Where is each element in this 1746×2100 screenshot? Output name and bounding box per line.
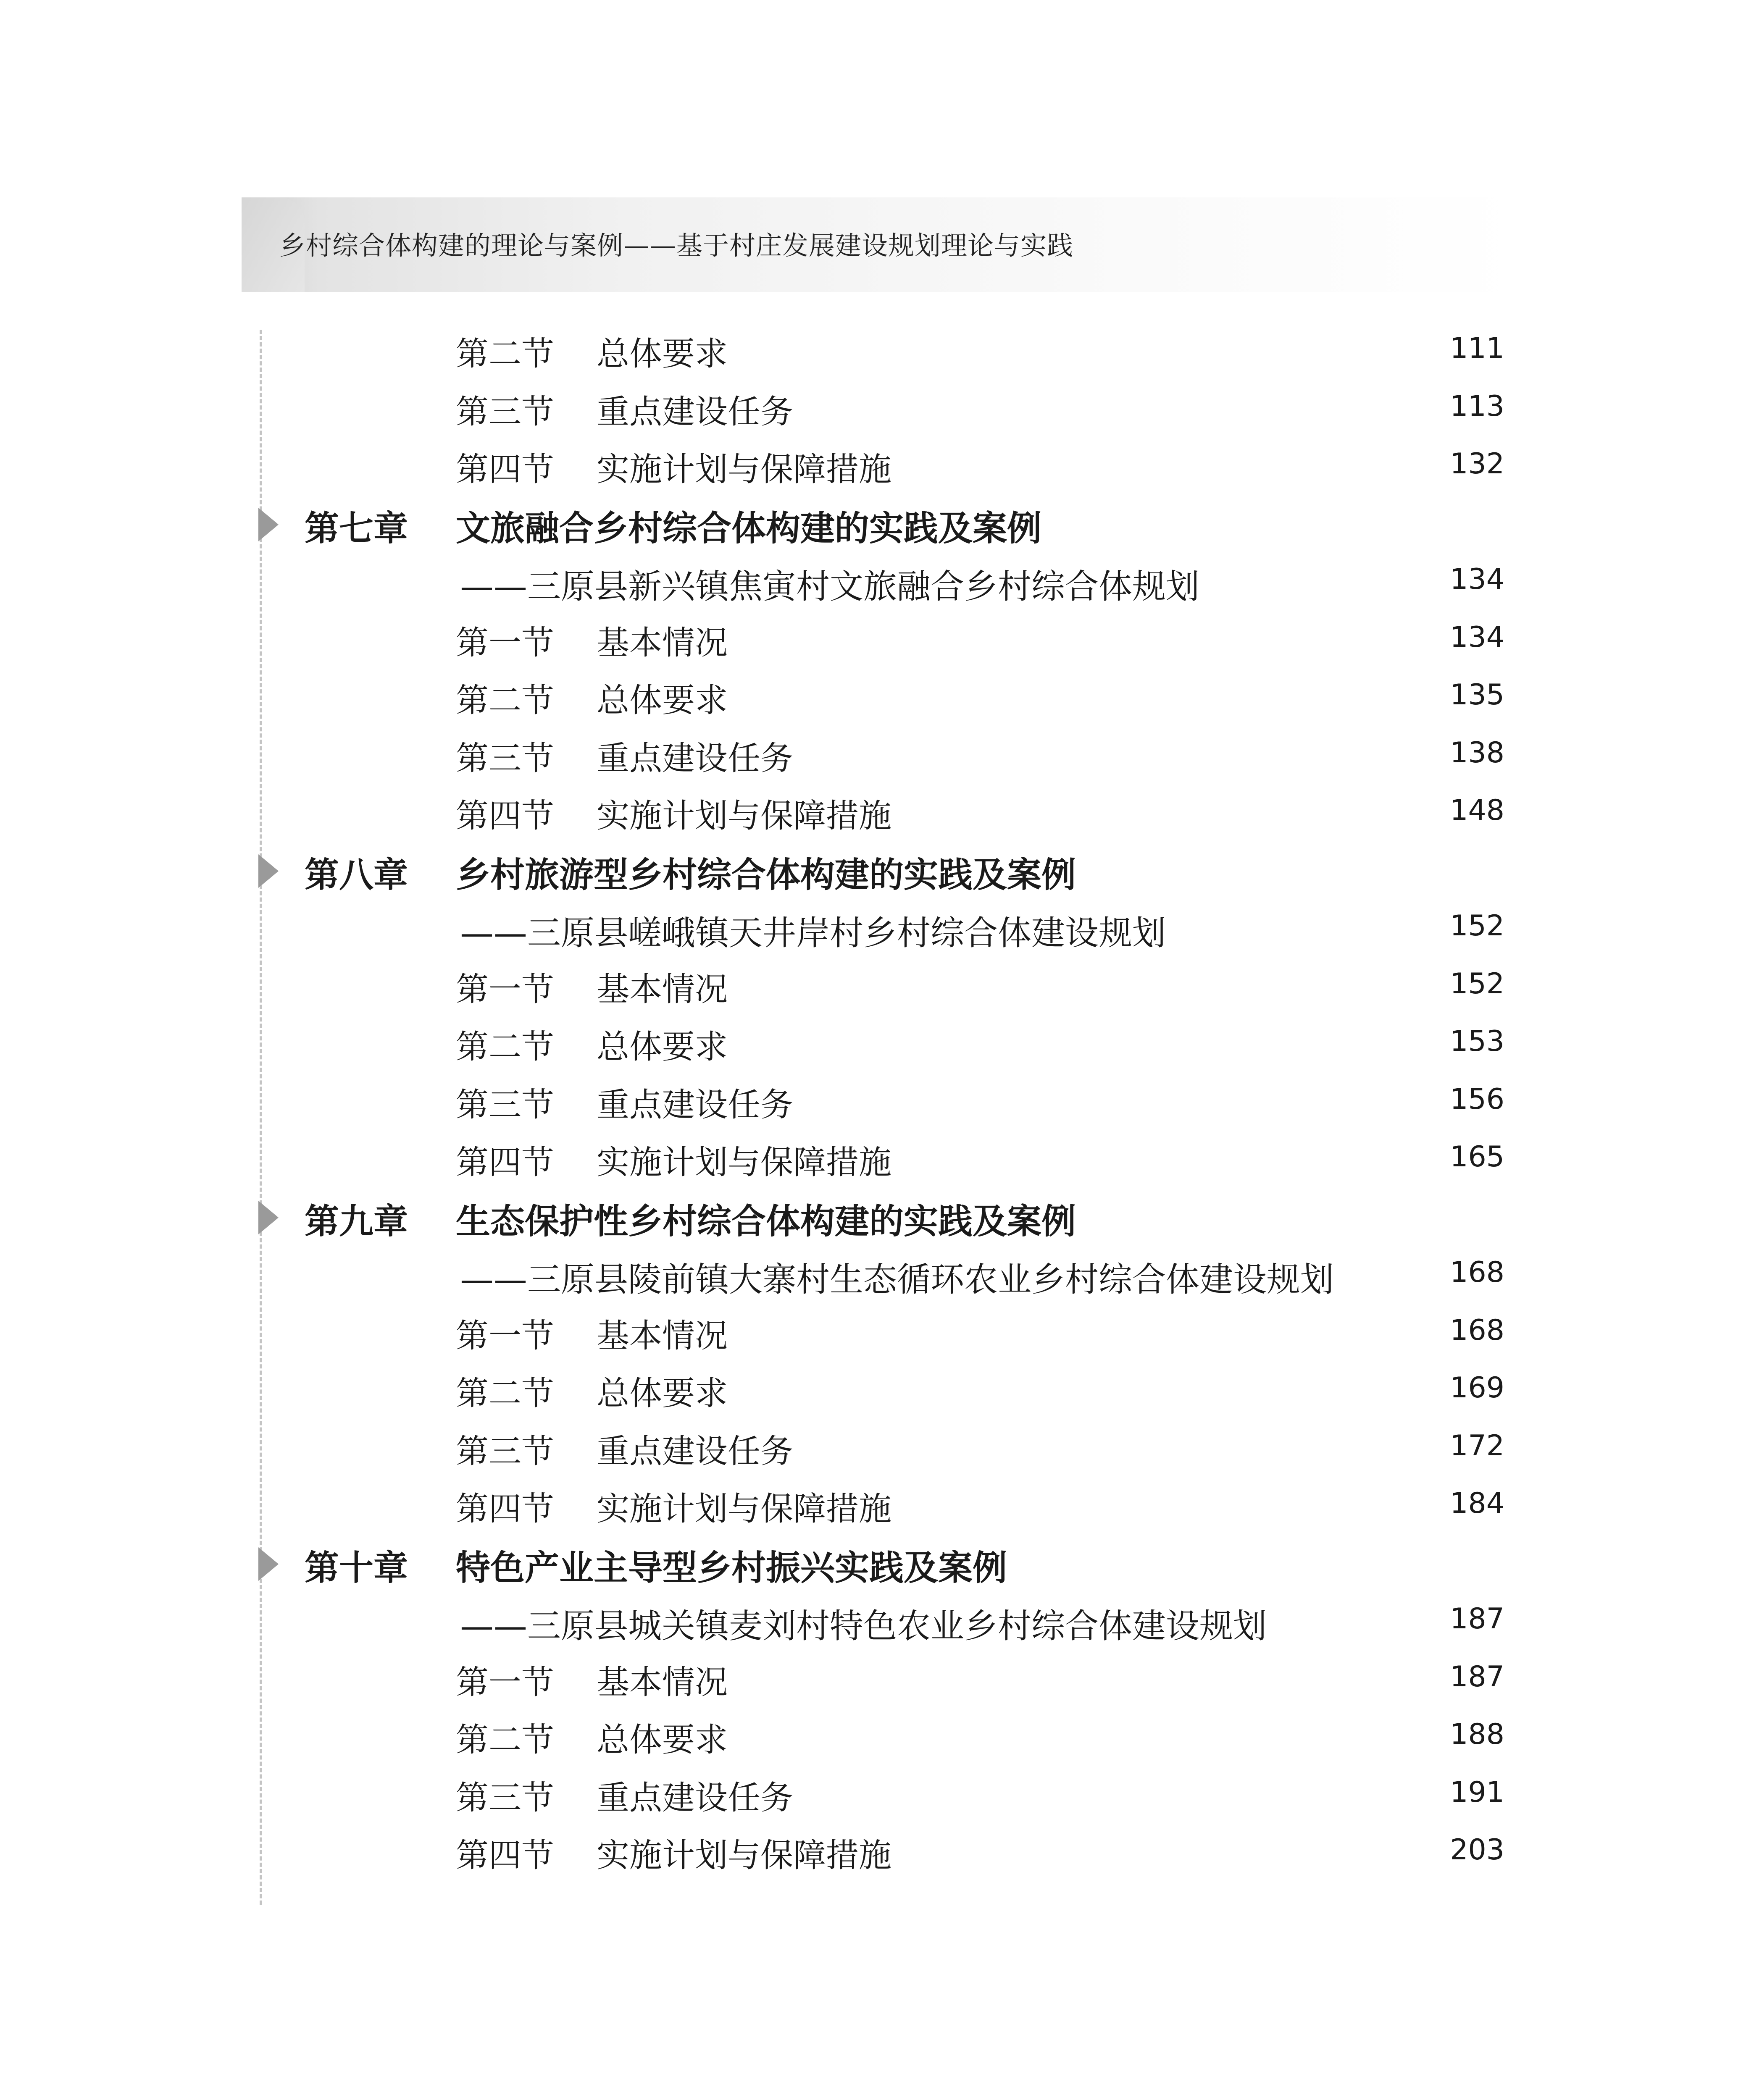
toc-page-number: 168	[1450, 1313, 1504, 1347]
chapter-marker-icon	[258, 854, 279, 888]
section-title: 重点建设任务	[597, 1432, 794, 1470]
chapter-marker-icon	[258, 1201, 279, 1234]
toc-page-number: 156	[1450, 1082, 1504, 1116]
section-label: 第二节	[456, 1028, 555, 1066]
toc-page-number: 191	[1450, 1775, 1504, 1809]
toc-page-number: 168	[1450, 1256, 1504, 1289]
section-label: 第三节	[456, 1432, 555, 1470]
toc-page-number: 165	[1450, 1140, 1504, 1173]
section-title: 重点建设任务	[597, 1086, 794, 1124]
section-title: 总体要求	[597, 1375, 728, 1412]
section-title: 基本情况	[597, 1317, 728, 1355]
toc-section-row	[0, 1363, 1746, 1413]
toc-page-number: 188	[1450, 1718, 1504, 1751]
section-title: 总体要求	[597, 682, 728, 719]
chapter-label: 第八章	[305, 855, 408, 895]
toc-page-number: 152	[1450, 967, 1504, 1000]
toc-page-number: 148	[1450, 794, 1504, 827]
section-title: 实施计划与保障措施	[597, 1837, 892, 1874]
toc-chapter-row	[0, 497, 1746, 547]
section-title: 基本情况	[597, 1663, 728, 1701]
toc-section-row	[0, 1132, 1746, 1182]
section-label: 第一节	[456, 624, 555, 662]
toc-chapter-row	[0, 1190, 1746, 1240]
toc-section-row	[0, 1305, 1746, 1356]
section-label: 第一节	[456, 1663, 555, 1701]
section-title: 总体要求	[597, 1028, 728, 1066]
section-label: 第二节	[456, 335, 555, 373]
section-title: 实施计划与保障措施	[597, 1490, 892, 1528]
toc-page-number: 187	[1450, 1660, 1504, 1693]
chapter-subtitle: ——三原县城关镇麦刘村特色农业乡村综合体建设规划	[460, 1606, 1267, 1646]
toc-section-row	[0, 439, 1746, 489]
toc-page-number: 184	[1450, 1487, 1504, 1520]
chapter-marker-icon	[258, 1547, 279, 1581]
running-header-title: 乡村综合体构建的理论与案例——基于村庄发展建设规划理论与实践	[279, 230, 1074, 261]
chapter-title: 生态保护性乡村综合体构建的实践及案例	[456, 1201, 1076, 1242]
section-label: 第四节	[456, 1490, 555, 1528]
toc-section-row	[0, 381, 1746, 432]
toc-section-row	[0, 785, 1746, 836]
chapter-marker-icon	[258, 508, 279, 541]
section-label: 第三节	[456, 1779, 555, 1817]
toc-page-number: 132	[1450, 447, 1504, 480]
toc-chapter-row	[0, 1536, 1746, 1587]
toc-section-row	[0, 670, 1746, 720]
section-title: 重点建设任务	[597, 1779, 794, 1817]
toc-section-row	[0, 323, 1746, 374]
section-label: 第四节	[456, 797, 555, 835]
section-title: 总体要求	[597, 335, 728, 373]
chapter-title: 特色产业主导型乡村振兴实践及案例	[456, 1548, 1007, 1588]
toc-page-number: 134	[1450, 620, 1504, 654]
chapter-subtitle: ——三原县新兴镇焦寅村文旅融合乡村综合体规划	[460, 567, 1199, 606]
section-title: 实施计划与保障措施	[597, 797, 892, 835]
toc-chapter-row	[0, 843, 1746, 894]
toc-section-row	[0, 1709, 1746, 1760]
toc-page-number: 138	[1450, 736, 1504, 769]
toc-section-row	[0, 1767, 1746, 1818]
toc-page-number: 172	[1450, 1429, 1504, 1462]
toc-page-number: 113	[1450, 389, 1504, 423]
section-label: 第四节	[456, 451, 555, 488]
section-label: 第二节	[456, 1721, 555, 1759]
chapter-title: 乡村旅游型乡村综合体构建的实践及案例	[456, 855, 1076, 895]
chapter-subtitle: ——三原县陵前镇大寨村生态循环农业乡村综合体建设规划	[460, 1260, 1334, 1299]
section-label: 第一节	[456, 1317, 555, 1355]
section-title: 总体要求	[597, 1721, 728, 1759]
toc-page-number: 135	[1450, 678, 1504, 711]
toc-section-row	[0, 1825, 1746, 1875]
chapter-subtitle: ——三原县嵯峨镇天井岸村乡村综合体建设规划	[460, 914, 1166, 953]
section-title: 重点建设任务	[597, 739, 794, 777]
section-title: 基本情况	[597, 970, 728, 1008]
toc-section-row	[0, 1478, 1746, 1529]
section-label: 第一节	[456, 970, 555, 1008]
toc-page-number: 111	[1450, 332, 1504, 365]
section-label: 第四节	[456, 1837, 555, 1874]
chapter-label: 第九章	[305, 1201, 408, 1242]
section-label: 第四节	[456, 1144, 555, 1181]
section-label: 第三节	[456, 1086, 555, 1124]
toc-chapter-subtitle-row	[0, 1247, 1746, 1298]
section-label: 第三节	[456, 739, 555, 777]
toc-page-number: 153	[1450, 1025, 1504, 1058]
section-title: 重点建设任务	[597, 393, 794, 431]
section-label: 第二节	[456, 1375, 555, 1412]
toc-section-row	[0, 1421, 1746, 1471]
chapter-title: 文旅融合乡村综合体构建的实践及案例	[456, 508, 1042, 549]
chapter-label: 第十章	[305, 1548, 408, 1588]
section-title: 实施计划与保障措施	[597, 1144, 892, 1181]
section-label: 第二节	[456, 682, 555, 719]
section-title: 基本情况	[597, 624, 728, 662]
toc-chapter-subtitle-row	[0, 554, 1746, 605]
section-label: 第三节	[456, 393, 555, 431]
chapter-label: 第七章	[305, 508, 408, 549]
toc-page-number: 134	[1450, 563, 1504, 596]
toc-section-row	[0, 1016, 1746, 1067]
toc-section-row	[0, 728, 1746, 778]
toc-page-number: 203	[1450, 1833, 1504, 1866]
toc-section-row	[0, 959, 1746, 1009]
toc-section-row	[0, 1652, 1746, 1702]
toc-page-number: 152	[1450, 909, 1504, 942]
toc-section-row	[0, 612, 1746, 663]
toc-page-number: 187	[1450, 1602, 1504, 1635]
toc-chapter-subtitle-row	[0, 901, 1746, 951]
toc-page-number: 169	[1450, 1371, 1504, 1404]
section-title: 实施计划与保障措施	[597, 451, 892, 488]
toc-section-row	[0, 1074, 1746, 1125]
toc-chapter-subtitle-row	[0, 1594, 1746, 1644]
